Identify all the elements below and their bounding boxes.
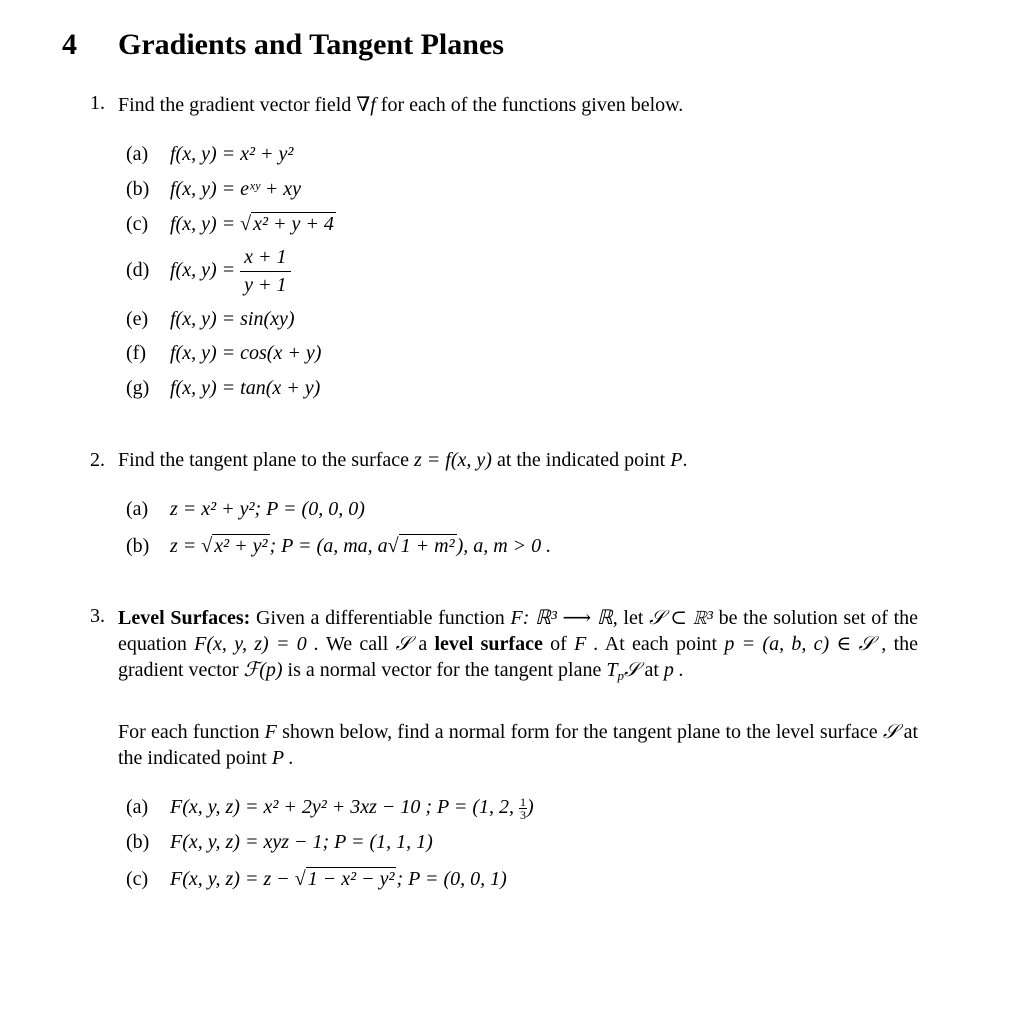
problem-3-paragraph-1: Level Surfaces: Given a differentiable function F: ℝ³ ⟶ ℝ, let 𝒮 ⊂ ℝ³ be the solution set of the equation F(x, y, z) = 0 . We call 𝒮 a level surface of F . At each point p = (a, b, c) ∈ 𝒮 , the gradient vector ℱ(p) is a normal vector for the tangent plane $T_p𝒮$ at p . — [118, 607, 919, 683]
sqrt-expression: x² + y + 4 — [253, 213, 334, 235]
problem-3a: (a) F(x, y, z) = x² + 2y² + 3xz − 10 ; P = (1, 2, $\frac{1}{3}$ ) — [126, 795, 534, 822]
problem-3-paragraph-2: For each function F shown below, find a normal form for the tangent plane to the level surface 𝒮 at the indicated point P . — [118, 721, 918, 769]
fraction: $\frac{1}{3}$ — [520, 795, 527, 822]
problem-2-number: 2. — [90, 449, 105, 471]
problem-2b: (b) z = √ x² + y² ; P = (a, ma, a√ 1 + m² ), a, m > 0 . — [126, 535, 552, 557]
problem-1-statement: Find the gradient vector field ∇f for each of the functions given below. — [118, 94, 684, 116]
problem-1a: (a) f(x, y) = x² + y² — [126, 143, 294, 165]
section-number: 4 — [62, 28, 77, 61]
problem-2-statement: Find the tangent plane to the surface z = f(x, y) at the indicated point P. — [118, 449, 688, 471]
problem-3-number: 3. — [90, 605, 105, 627]
problem-3b: (b) F(x, y, z) = xyz − 1; P = (1, 1, 1) — [126, 831, 433, 853]
fraction: $\frac{x + 1}{y + 1}$ — [240, 246, 290, 297]
problem-1d: (d) f(x, y) = $\frac{x + 1}{y + 1}$ — [126, 246, 291, 297]
problem-1f: (f) f(x, y) = cos(x + y) — [126, 342, 322, 364]
section-title: Gradients and Tangent Planes — [118, 28, 504, 61]
problem-2a: (a) z = x² + y²; P = (0, 0, 0) — [126, 498, 365, 520]
problem-3c: (c) F(x, y, z) = z − √ 1 − x² − y² ; P = (0, 0, 1) — [126, 868, 507, 890]
nabla-f: ∇f — [356, 94, 376, 116]
problem-1-number: 1. — [90, 92, 105, 114]
problem-1b: (b) f(x, y) = eˣʸ + xy — [126, 178, 302, 200]
problem-1c: (c) f(x, y) = √ x² + y + 4 — [126, 213, 334, 235]
problem-1e: (e) f(x, y) = sin(xy) — [126, 308, 295, 330]
section-heading — [62, 28, 504, 62]
level-surfaces-heading: Level Surfaces: — [118, 607, 251, 629]
problem-1g: (g) f(x, y) = tan(x + y) — [126, 377, 321, 399]
